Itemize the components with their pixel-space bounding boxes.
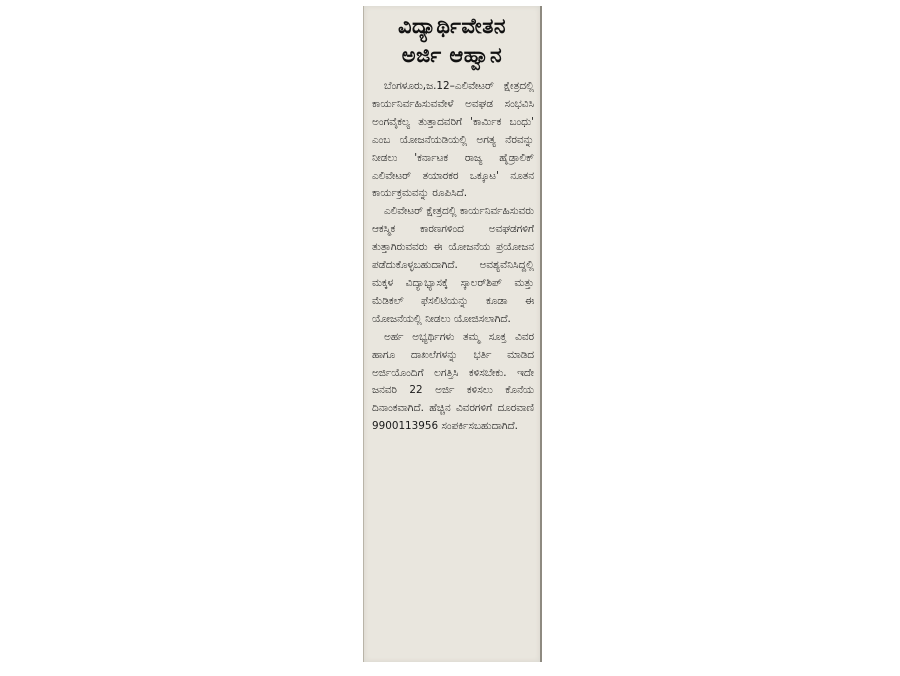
headline-line-1: ವಿದ್ಯಾರ್ಥಿವೇತನ	[397, 14, 507, 38]
article-paragraph-1: ಬೆಂಗಳೂರು,ಜ.12–ಎಲಿವೇಟರ್ ಕ್ಷೇತ್ರದಲ್ಲಿ ಕಾರ್ಯನಿರ್ವಹಿಸುವವೇಳೆ ಅವಘಡ ಸಂಭವಿಸಿ ಅಂಗವೈಕಲ್ಯ ತುತ್ತಾದವರಿಗೆ 'ಕಾರ್ಮಿಕ ಬಂಧು' ಎಂಬ ಯೋಜನೆಯಡಿಯಲ್ಲಿ ಅಗತ್ಯ ನೆರವನ್ನು ನೀಡಲು 'ಕರ್ನಾಟಕ ರಾಜ್ಯ ಹೈಡ್ರಾಲಿಕ್ ಎಲಿವೇಟರ್ ತಯಾರಕರ ಒಕ್ಕೂಟ' ನೂತನ ಕಾರ್ಯಕ್ರಮವನ್ನು ರೂಪಿಸಿದೆ.	[372, 80, 534, 200]
article-body	[372, 78, 534, 436]
headline	[370, 12, 534, 70]
newspaper-clipping	[363, 6, 542, 662]
headline-line-2: ಅರ್ಜಿ ಆಹ್ವಾನ	[401, 43, 503, 67]
article-paragraph-2: ಎಲಿವೇಟರ್ ಕ್ಷೇತ್ರದಲ್ಲಿ ಕಾರ್ಯನಿರ್ವಹಿಸುವರು ಆಕಸ್ಮಿಕ ಕಾರಣಗಳಿಂದ ಅವಘಡಗಳಿಗೆ ತುತ್ತಾಗಿರುವವರು ಈ ಯೋಜನೆಯ ಪ್ರಯೋಜನ ಪಡೆದುಕೊಳ್ಳಬಹುದಾಗಿದೆ. ಅವಶ್ಯವೆನಿಸಿದ್ದಲ್ಲಿ ಮಕ್ಕಳ ವಿದ್ಯಾಭ್ಯಾಸಕ್ಕೆ ಸ್ಕಾಲರ್‌ಶಿಪ್ ಮತ್ತು ಮೆಡಿಕಲ್ ಫೆಸಲಿಟಿಯನ್ನು ಕೂಡಾ ಈ ಯೋಜನೆಯಲ್ಲಿ ನೀಡಲು ಯೋಜಿಸಲಾಗಿದೆ.	[372, 205, 534, 325]
article-paragraph-3: ಅರ್ಹ ಅಭ್ಯರ್ಥಿಗಳು ತಮ್ಮ ಸೂಕ್ತ ವಿವರ ಹಾಗೂ ದಾಖಲೆಗಳನ್ನು ಭರ್ತಿ ಮಾಡಿದ ಅರ್ಜಿಯೊಂದಿಗೆ ಲಗತ್ತಿಸಿ ಕಳಿಸಬೇಕು. ಇದೇ ಜನವರಿ 22 ಅರ್ಜಿ ಕಳಿಸಲು ಕೊನೆಯ ದಿನಾಂಕವಾಗಿದೆ. ಹೆಚ್ಚಿನ ವಿವರಗಳಿಗೆ ದೂರವಾಣಿ 9900113956 ಸಂಪರ್ಕಿಸಬಹುದಾಗಿದೆ.	[372, 330, 534, 433]
